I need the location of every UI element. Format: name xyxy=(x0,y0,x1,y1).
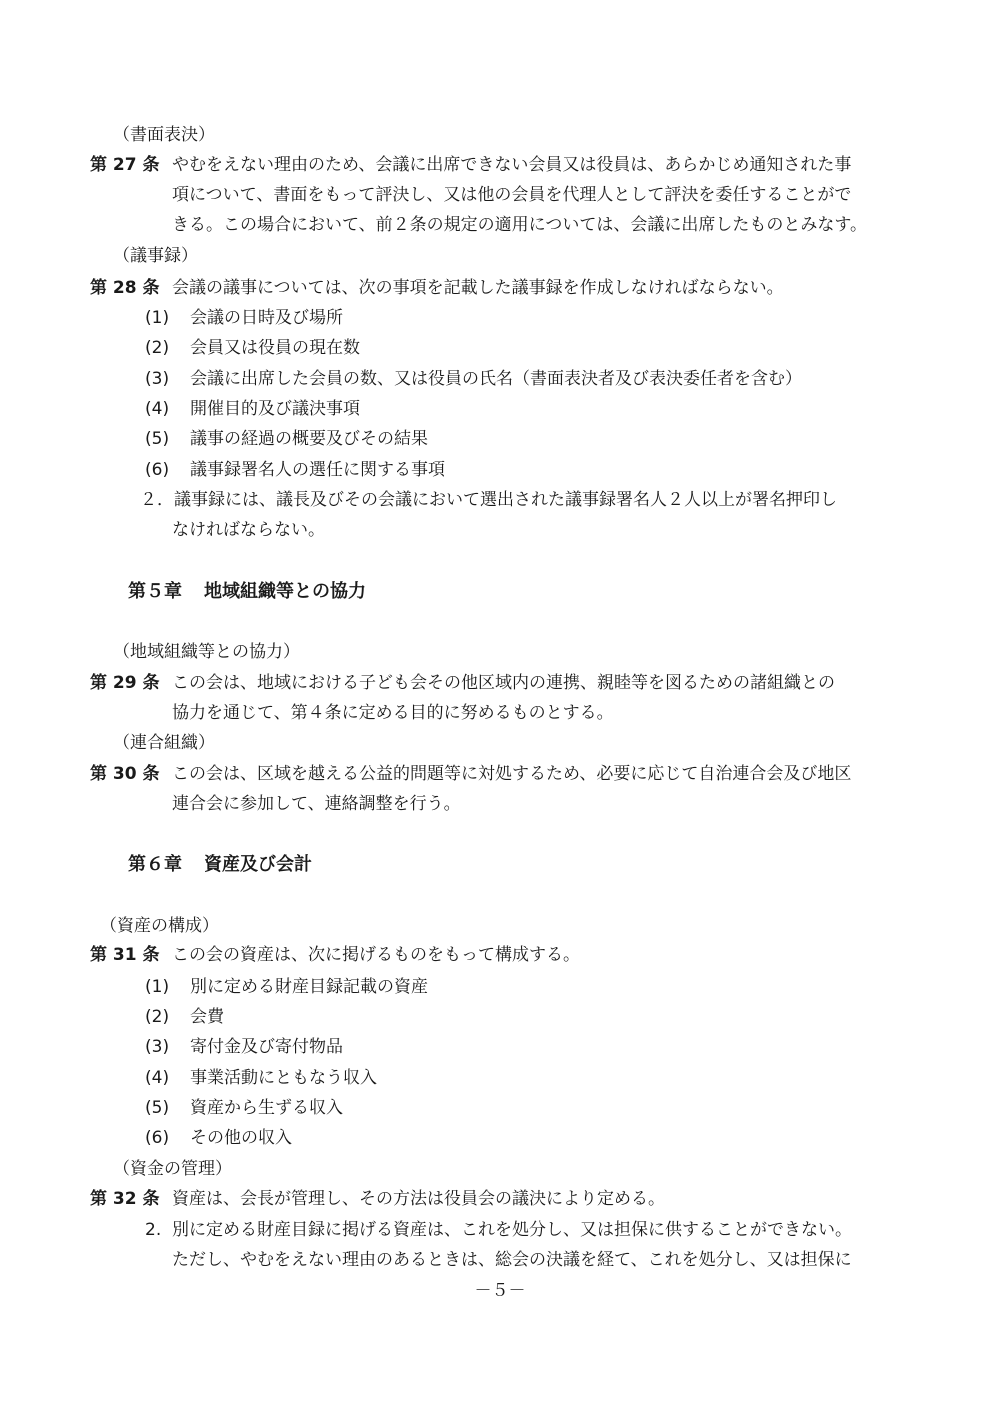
article-28-item-number: (1) xyxy=(145,308,170,328)
article-27-line-3: きる。この場合において、前２条の規定の適用については、会議に出席したものとみなす。 xyxy=(172,215,867,235)
article-31-item-number: (5) xyxy=(145,1098,170,1118)
article-28-item-number: (4) xyxy=(145,399,170,419)
article-32-paragraph-2-line-1: 別に定める財産目録に掲げる資産は、これを処分し、又は担保に供することができない。 xyxy=(172,1220,852,1240)
article-32-paragraph-2-line-2: ただし、やむをえない理由のあるときは、総会の決議を経て、これを処分し、又は担保に xyxy=(172,1250,852,1270)
article-31-item-text: 別に定める財産目録記載の資産 xyxy=(190,977,428,997)
article-28-caption: （議事録） xyxy=(113,246,198,266)
article-27-number: 第 27 条 xyxy=(90,155,160,175)
article-28-item-text: 会議の日時及び場所 xyxy=(190,308,343,328)
article-31-item-text: 寄付金及び寄付物品 xyxy=(190,1037,343,1057)
article-29-line-1: この会は、地域における子ども会その他区域内の連携、親睦等を図るための諸組織との xyxy=(172,673,835,693)
article-30-line-2: 連合会に参加して、連絡調整を行う。 xyxy=(172,794,461,814)
article-28-text: 会議の議事については、次の事項を記載した議事録を作成しなければならない。 xyxy=(172,278,784,298)
article-27-line-2: 項について、書面をもって評決し、又は他の会員を代理人として評決を委任することがで xyxy=(172,185,852,205)
page-number: －５－ xyxy=(474,1281,526,1301)
article-28-item-number: (2) xyxy=(145,338,170,358)
article-32-caption: （資金の管理） xyxy=(113,1159,232,1179)
chapter-6-heading xyxy=(128,853,312,877)
article-28-item-text: 会議に出席した会員の数、又は役員の氏名（書面表決者及び表決委任者を含む） xyxy=(190,369,802,389)
chapter-5-heading xyxy=(128,580,366,604)
article-28-item-number: (6) xyxy=(145,460,170,480)
article-32-number: 第 32 条 xyxy=(90,1189,160,1209)
article-30-line-1: この会は、区域を越える公益的問題等に対処するため、必要に応じて自治連合会及び地区 xyxy=(172,764,852,784)
article-30-number: 第 30 条 xyxy=(90,764,160,784)
article-28-item-text: 議事の経過の概要及びその結果 xyxy=(190,429,428,449)
article-31-number: 第 31 条 xyxy=(90,945,160,965)
article-28-paragraph-2-line-2: なければならない。 xyxy=(172,520,325,540)
article-28-item-number: (3) xyxy=(145,369,170,389)
article-31-text: この会の資産は、次に掲げるものをもって構成する。 xyxy=(172,945,580,965)
article-29-caption: （地域組織等との協力） xyxy=(113,642,300,662)
chapter-5-number: 第５章 xyxy=(128,581,182,602)
article-28-number: 第 28 条 xyxy=(90,278,160,298)
article-32-paragraph-2-number: 2. xyxy=(145,1220,162,1240)
article-29-number: 第 29 条 xyxy=(90,673,160,693)
article-27-caption: （書面表決） xyxy=(113,125,215,145)
article-31-item-number: (3) xyxy=(145,1037,170,1057)
chapter-5-title: 地域組織等との協力 xyxy=(204,581,366,602)
article-32-text: 資産は、会長が管理し、その方法は役員会の議決により定める。 xyxy=(172,1189,665,1209)
article-29-line-2: 協力を通じて、第４条に定める目的に努めるものとする。 xyxy=(172,703,614,723)
article-31-item-text: 会費 xyxy=(190,1007,224,1027)
article-31-item-number: (2) xyxy=(145,1007,170,1027)
chapter-6-number: 第６章 xyxy=(128,854,182,875)
article-30-caption: （連合組織） xyxy=(113,733,215,753)
article-27-line-1: やむをえない理由のため、会議に出席できない会員又は役員は、あらかじめ通知された事 xyxy=(172,155,852,175)
article-28-item-text: 会員又は役員の現在数 xyxy=(190,338,360,358)
article-31-caption: （資産の構成） xyxy=(100,916,219,936)
article-31-item-number: (6) xyxy=(145,1128,170,1148)
article-28-item-text: 開催目的及び議決事項 xyxy=(190,399,360,419)
article-31-item-number: (4) xyxy=(145,1068,170,1088)
chapter-6-title: 資産及び会計 xyxy=(204,854,312,875)
article-31-item-text: 資産から生ずる収入 xyxy=(190,1098,343,1118)
article-31-item-number: (1) xyxy=(145,977,170,997)
article-31-item-text: 事業活動にともなう収入 xyxy=(190,1068,377,1088)
article-31-item-text: その他の収入 xyxy=(190,1128,292,1148)
article-28-item-text: 議事録署名人の選任に関する事項 xyxy=(190,460,445,480)
article-28-paragraph-2-line-1: ２．議事録には、議長及びその会議において選出された議事録署名人２人以上が署名押印し xyxy=(140,490,837,510)
article-28-item-number: (5) xyxy=(145,429,170,449)
